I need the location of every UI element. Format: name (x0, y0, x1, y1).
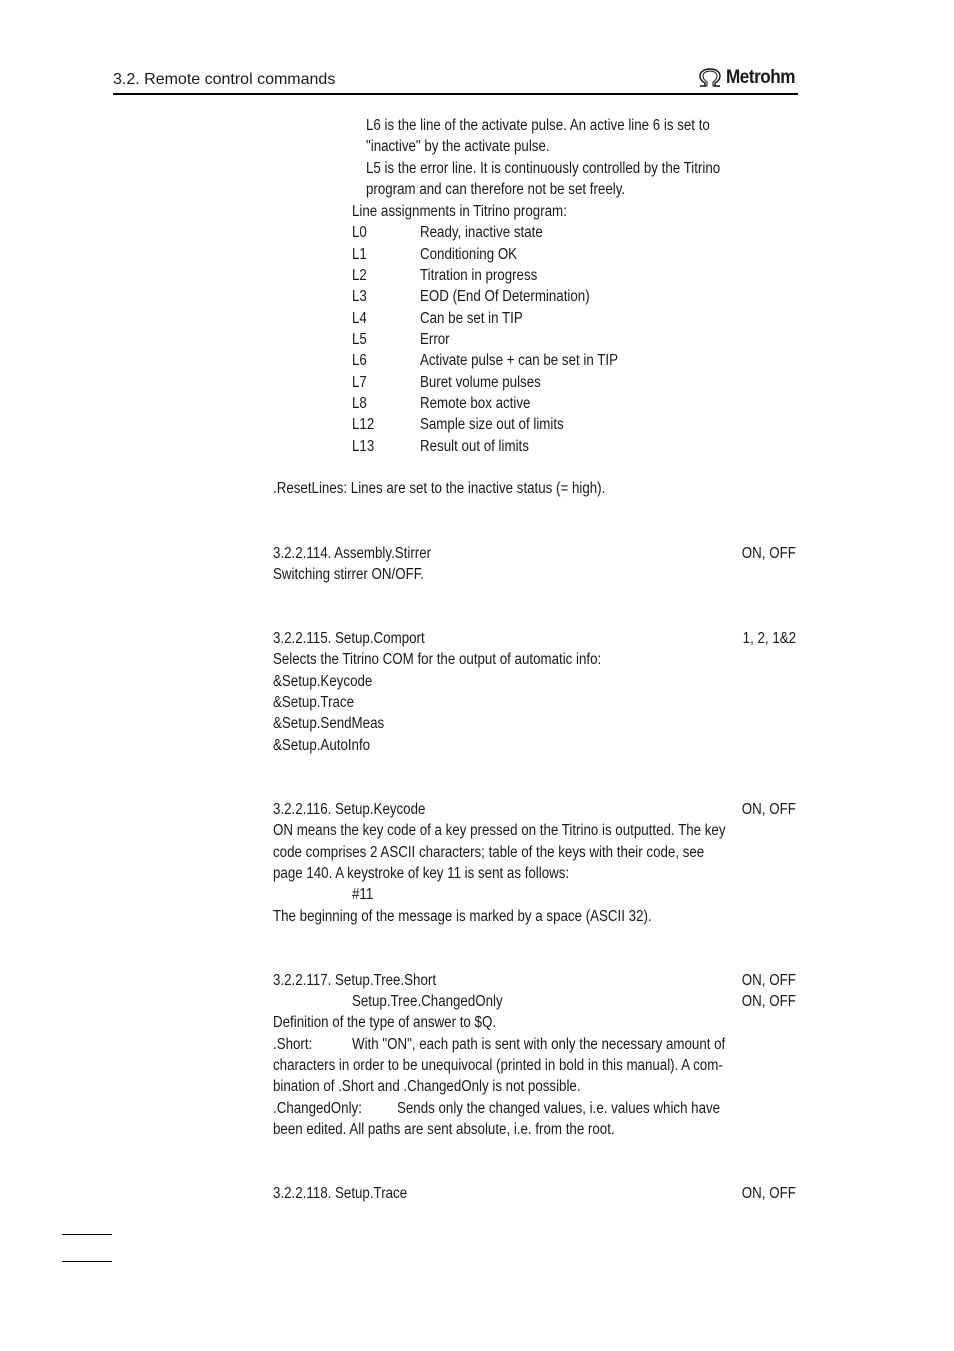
assignment-desc: Buret volume pulses (420, 374, 541, 391)
section-116-text-line2: code comprises 2 ASCII characters; table of the keys with their code, see (273, 844, 705, 861)
section-116-title: 3.2.2.116. Setup.Keycode (273, 801, 426, 818)
assignment-line: L8 (352, 395, 367, 412)
assignment-line: L2 (352, 267, 367, 284)
section-115-item: &Setup.Keycode (273, 673, 373, 690)
section-114-values: ON, OFF (741, 545, 796, 562)
short-option-text-line1: With "ON", each path is sent with only the necessary amount of (352, 1036, 726, 1053)
assignment-line: L12 (352, 416, 375, 433)
l6-text-line1: L6 is the line of the activate pulse. An active line 6 is set to (366, 117, 710, 134)
section-114-title: 3.2.2.114. Assembly.Stirrer (273, 545, 432, 562)
assignment-desc: Result out of limits (420, 438, 529, 455)
assignment-desc: Can be set in TIP (420, 310, 523, 327)
l6-text-line2: "inactive" by the activate pulse. (366, 138, 550, 155)
assignment-desc: Remote box active (420, 395, 531, 412)
assignment-line: L5 (352, 331, 367, 348)
l5-text-line1: L5 is the error line. It is continuously controlled by the Titrino (366, 160, 721, 177)
assignment-desc: Titration in progress (420, 267, 538, 284)
section-117-values: ON, OFF (741, 972, 796, 989)
section-117-title: 3.2.2.117. Setup.Tree.Short (273, 972, 437, 989)
assignment-line: L3 (352, 288, 367, 305)
assignment-desc: Error (420, 331, 450, 348)
assignment-line: L13 (352, 438, 375, 455)
section-116-text-line1: ON means the key code of a key pressed on the Titrino is outputted. The key (273, 822, 726, 839)
section-115-item: &Setup.SendMeas (273, 715, 385, 732)
section-116-example: #11 (352, 886, 374, 903)
assignments-heading: Line assignments in Titrino program: (352, 203, 567, 220)
footer-rule-bottom (62, 1261, 112, 1262)
section-header: 3.2. Remote control commands (113, 71, 336, 88)
assignment-line: L4 (352, 310, 367, 327)
l5-text-line2: program and can therefore not be set freely. (366, 181, 626, 198)
section-117-subtitle: Setup.Tree.ChangedOnly (352, 993, 503, 1010)
section-116-values: ON, OFF (741, 801, 796, 818)
brand-logo (697, 67, 803, 89)
section-116-text-line3: page 140. A keystroke of key 11 is sent as follows: (273, 865, 570, 882)
assignment-desc: EOD (End Of Determination) (420, 288, 590, 305)
changedonly-option-text-line2: been edited. All paths are sent absolute, i.e. from the root. (273, 1121, 615, 1138)
section-114-desc: Switching stirrer ON/OFF. (273, 566, 425, 583)
short-option-text-line3: bination of .Short and .ChangedOnly is not possible. (273, 1078, 581, 1095)
section-115-item: &Setup.AutoInfo (273, 737, 371, 754)
assignment-desc: Sample size out of limits (420, 416, 564, 433)
header-rule (113, 93, 798, 95)
assignment-line: L6 (352, 352, 367, 369)
assignment-line: L7 (352, 374, 367, 391)
section-117-definition: Definition of the type of answer to $Q. (273, 1014, 497, 1031)
section-116-text-line4: The beginning of the message is marked by a space (ASCII 32). (273, 908, 652, 925)
reset-lines-text: .ResetLines: Lines are set to the inactive status (= high). (273, 480, 606, 497)
footer-rule-top (62, 1234, 112, 1235)
changedonly-option-text-line1: Sends only the changed values, i.e. values which have (397, 1100, 721, 1117)
section-115-values: 1, 2, 1&2 (742, 630, 796, 647)
assignment-desc: Ready, inactive state (420, 224, 543, 241)
short-option-text-line2: characters in order to be unequivocal (printed in bold in this manual). A com- (273, 1057, 723, 1074)
section-118-title: 3.2.2.118. Setup.Trace (273, 1185, 408, 1202)
assignment-line: L1 (352, 246, 367, 263)
omega-logo-icon (697, 68, 723, 88)
section-118-values: ON, OFF (741, 1185, 796, 1202)
brand-name: Metrohm (726, 67, 796, 88)
assignment-line: L0 (352, 224, 367, 241)
section-117-subvalues: ON, OFF (741, 993, 796, 1010)
section-115-title: 3.2.2.115. Setup.Comport (273, 630, 425, 647)
assignment-desc: Conditioning OK (420, 246, 518, 263)
section-115-item: &Setup.Trace (273, 694, 355, 711)
assignment-desc: Activate pulse + can be set in TIP (420, 352, 618, 369)
short-option-label: .Short: (273, 1036, 313, 1053)
section-115-desc: Selects the Titrino COM for the output of automatic info: (273, 651, 602, 668)
changedonly-option-label: .ChangedOnly: (273, 1100, 362, 1117)
